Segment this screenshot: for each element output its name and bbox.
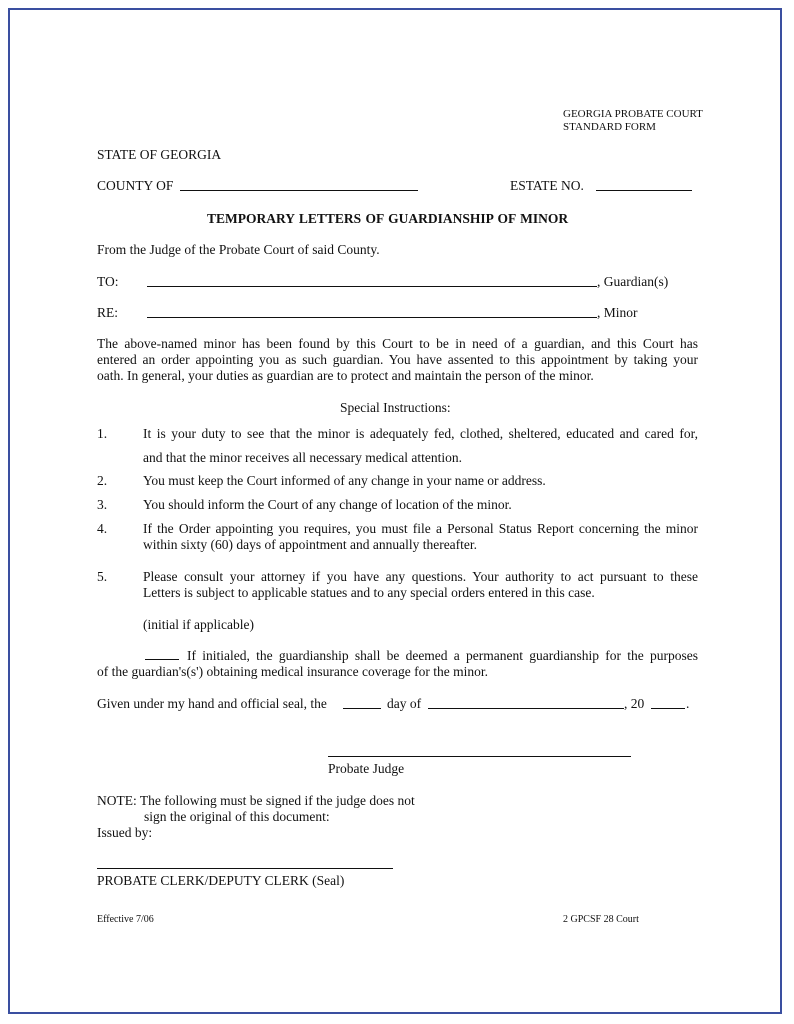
minor-suffix: , Minor: [597, 305, 638, 320]
from-line: From the Judge of the Probate Court of said County.: [97, 242, 380, 257]
judge-signature-line[interactable]: [328, 756, 631, 757]
month-field[interactable]: [428, 708, 624, 709]
year-prefix: , 20: [624, 696, 645, 711]
form-title: TEMPORARY LETTERS OF GUARDIANSHIP OF MINOR: [207, 211, 569, 226]
guardian-name-field[interactable]: [147, 286, 597, 287]
instruction-2-line-1: You must keep the Court informed of any change in your name or address.: [143, 473, 546, 488]
year-field[interactable]: [651, 708, 685, 709]
guardian-suffix: , Guardian(s): [597, 274, 669, 289]
instruction-number: 3.: [97, 497, 108, 512]
county-label: COUNTY OF: [97, 178, 174, 193]
instruction-number: 4.: [97, 521, 108, 536]
intro-line-2: entered an order appointing you as such guardian. You have assented to this appointment by taking your: [97, 352, 698, 367]
instruction-3-line-1: You should inform the Court of any change of location of the minor.: [143, 497, 512, 512]
initialed-line-1: If initialed, the guardianship shall be deemed a permanent guardianship for the purposes: [187, 648, 698, 663]
note-line-2: sign the original of this document:: [144, 809, 330, 824]
to-label: TO:: [97, 274, 119, 289]
effective-date: Effective 7/06: [97, 914, 154, 925]
note-line-1: NOTE: The following must be signed if the judge does not: [97, 793, 415, 808]
county-field[interactable]: [180, 190, 418, 191]
clerk-label: PROBATE CLERK/DEPUTY CLERK (Seal): [97, 873, 345, 888]
form-type: STANDARD FORM: [563, 121, 656, 133]
special-instructions-heading: Special Instructions:: [340, 400, 451, 415]
form-code: 2 GPCSF 28 Court: [563, 914, 639, 925]
given-end: .: [686, 696, 690, 711]
instruction-number: 2.: [97, 473, 108, 488]
state-heading: STATE OF GEORGIA: [97, 147, 222, 162]
instruction-5-line-2: Letters is subject to applicable statues and to any special orders entered in this case.: [143, 585, 595, 600]
estate-label: ESTATE NO.: [510, 178, 584, 193]
instruction-5-line-1: Please consult your attorney if you have any questions. Your authority to act pursuant to these: [143, 569, 698, 584]
instruction-number: 1.: [97, 426, 108, 441]
instruction-number: 5.: [97, 569, 108, 584]
intro-line-1: The above-named minor has been found by this Court to be in need of a guardian, and this Court has: [97, 336, 698, 351]
initial-note: (initial if applicable): [143, 617, 254, 632]
issued-by-label: Issued by:: [97, 825, 153, 840]
intro-line-3: oath. In general, your duties as guardian are to protect and maintain the person of the minor.: [97, 368, 594, 383]
given-prefix: Given under my hand and official seal, the: [97, 696, 327, 711]
instruction-1-line-1: It is your duty to see that the minor is adequately fed, clothed, sheltered, educated and cared for,: [143, 426, 698, 441]
minor-name-field[interactable]: [147, 317, 597, 318]
initial-field[interactable]: [145, 659, 179, 660]
court-name: GEORGIA PROBATE COURT: [563, 108, 703, 120]
instruction-4-line-1: If the Order appointing you requires, you must file a Personal Status Report concerning the minor: [143, 521, 698, 536]
day-field[interactable]: [343, 708, 381, 709]
instruction-1-line-2: and that the minor receives all necessary medical attention.: [143, 450, 462, 465]
initialed-line-2: of the guardian's(s') obtaining medical insurance coverage for the minor.: [97, 664, 488, 679]
probate-judge-label: Probate Judge: [328, 761, 405, 776]
day-of-label: day of: [387, 696, 422, 711]
estate-number-field[interactable]: [596, 190, 692, 191]
re-label: RE:: [97, 305, 119, 320]
clerk-signature-line[interactable]: [97, 868, 393, 869]
instruction-4-line-2: within sixty (60) days of appointment and annually thereafter.: [143, 537, 478, 552]
